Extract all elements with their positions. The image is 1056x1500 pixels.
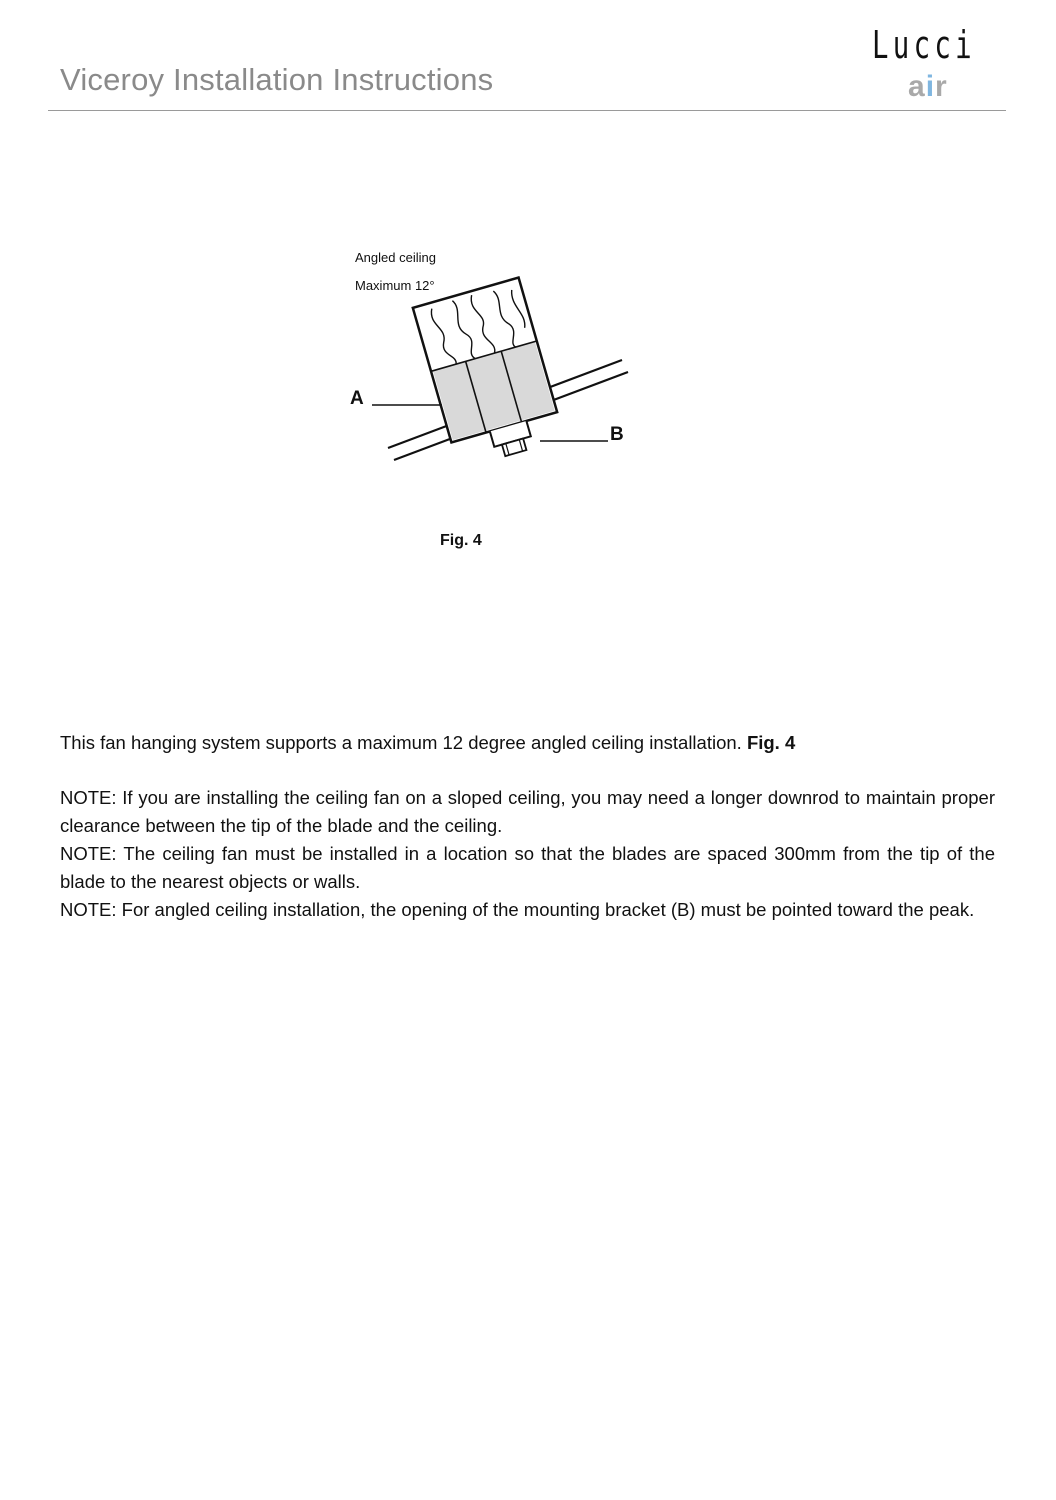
logo-letter-a: a [908,70,926,103]
page-title: Viceroy Installation Instructions [60,62,494,97]
intro-text: This fan hanging system supports a maximum 12 degree angled ceiling installation. [60,732,742,753]
callout-b: B [610,424,624,445]
logo-subword [908,72,948,102]
header-divider [48,110,1006,111]
figure-caption: Fig. 4 [440,532,482,549]
callout-a: A [350,388,364,409]
logo-letter-r: r [935,70,948,103]
intro-paragraph [60,729,995,757]
note-item: NOTE: For angled ceiling installation, the opening of the mounting bracket (B) must be pointed toward the peak. [60,899,975,920]
note-item: NOTE: The ceiling fan must be installed in a location so that the blades are spaced 300mm from the tip of the blade to the nearest objects or walls. [60,843,995,892]
logo-letter-i: i [925,70,936,103]
figure-label-angled-ceiling: Angled ceiling [355,250,436,265]
intro-figure-ref: Fig. 4 [746,732,796,753]
figure-label-maximum: Maximum 12° [355,278,435,293]
notes-block [60,784,995,924]
brand-logo [872,23,996,103]
logo-wordmark: Lucci [872,23,976,67]
angled-ceiling-diagram [340,240,650,480]
note-item: NOTE: If you are installing the ceiling fan on a sloped ceiling, you may need a longer downrod to maintain proper clearance between the tip of the blade and the ceiling. [60,787,995,836]
